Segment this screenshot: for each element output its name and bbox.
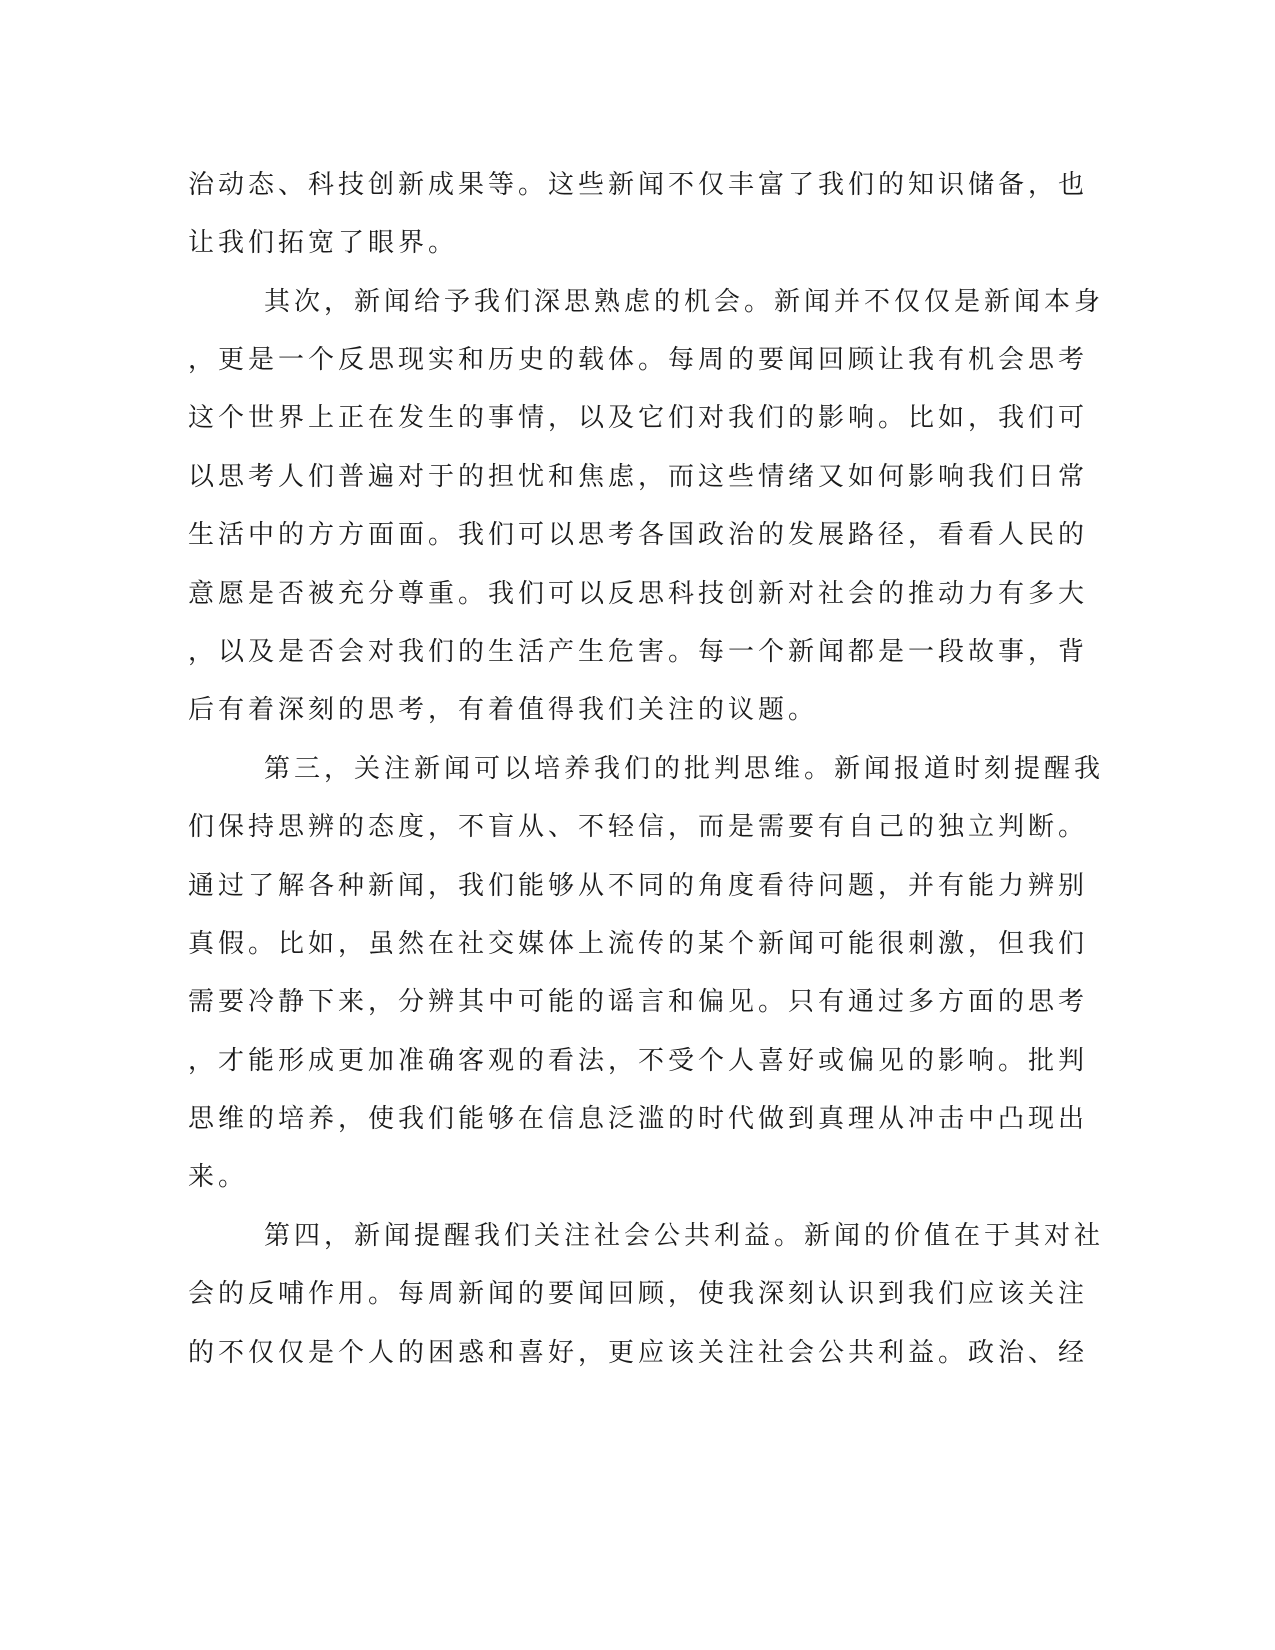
text-line: 们保持思辨的态度，不盲从、不轻信，而是需要有自己的独立判断。 xyxy=(188,812,1089,842)
text-line: ，才能形成更加准确客观的看法，不受个人喜好或偏见的影响。批判 xyxy=(188,1046,1089,1076)
paragraph-first-line: 其次，新闻给予我们深思熟虑的机会。新闻并不仅仅是新闻本身 xyxy=(264,287,1105,317)
paragraph-first-line: 第四，新闻提醒我们关注社会公共利益。新闻的价值在于其对社 xyxy=(264,1221,1105,1251)
text-line: 让我们拓宽了眼界。 xyxy=(188,228,459,258)
text-line: 的不仅仅是个人的困惑和喜好，更应该关注社会公共利益。政治、经 xyxy=(188,1338,1089,1368)
text-line: 来。 xyxy=(188,1162,249,1192)
text-line: 真假。比如，虽然在社交媒体上流传的某个新闻可能很刺激，但我们 xyxy=(188,929,1089,959)
text-line: 需要冷静下来，分辨其中可能的谣言和偏见。只有通过多方面的思考 xyxy=(188,987,1089,1017)
text-line: 通过了解各种新闻，我们能够从不同的角度看待问题，并有能力辨别 xyxy=(188,871,1089,901)
text-line: 治动态、科技创新成果等。这些新闻不仅丰富了我们的知识储备，也 xyxy=(188,170,1089,200)
text-line: 这个世界上正在发生的事情，以及它们对我们的影响。比如，我们可 xyxy=(188,403,1089,433)
text-line: 后有着深刻的思考，有着值得我们关注的议题。 xyxy=(188,695,819,725)
text-line: ，更是一个反思现实和历史的载体。每周的要闻回顾让我有机会思考 xyxy=(188,345,1089,375)
text-line: 生活中的方方面面。我们可以思考各国政治的发展路径，看看人民的 xyxy=(188,520,1089,550)
text-line: ，以及是否会对我们的生活产生危害。每一个新闻都是一段故事，背 xyxy=(188,637,1089,667)
text-line: 以思考人们普遍对于的担忧和焦虑，而这些情绪又如何影响我们日常 xyxy=(188,462,1089,492)
text-line: 意愿是否被充分尊重。我们可以反思科技创新对社会的推动力有多大 xyxy=(188,579,1089,609)
paragraph-first-line: 第三，关注新闻可以培养我们的批判思维。新闻报道时刻提醒我 xyxy=(264,754,1105,784)
text-line: 思维的培养，使我们能够在信息泛滥的时代做到真理从冲击中凸现出 xyxy=(188,1104,1089,1134)
text-line: 会的反哺作用。每周新闻的要闻回顾，使我深刻认识到我们应该关注 xyxy=(188,1279,1089,1309)
